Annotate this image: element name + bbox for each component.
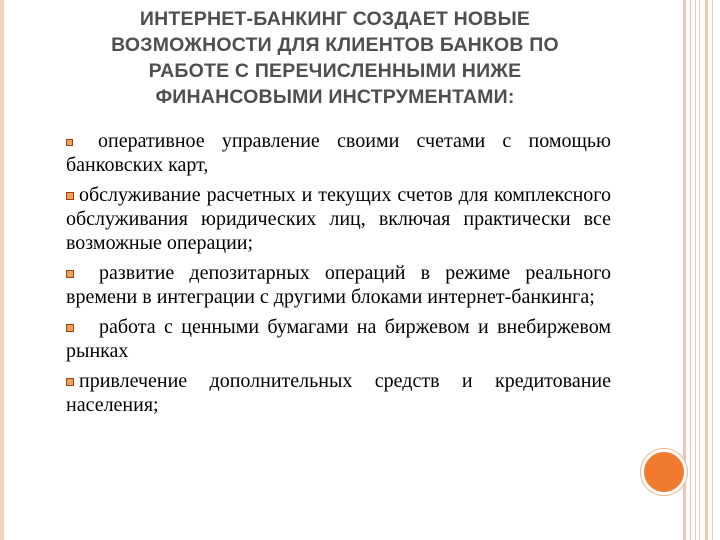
border-line xyxy=(699,0,700,540)
slide-title xyxy=(55,6,615,110)
square-bullet-icon xyxy=(66,270,74,278)
list-item-text: обслуживание расчетных и текущих счетов для комплексного обслуживания юридических лиц, включая практически все возможные операции; xyxy=(66,184,611,254)
list-item-text: привлечение дополнительных средств и кредитование населения; xyxy=(66,370,611,416)
left-decorative-stripe xyxy=(0,0,4,540)
list-item xyxy=(66,183,611,255)
decorative-circle-icon xyxy=(641,449,687,495)
border-line xyxy=(695,0,696,540)
square-bullet-icon xyxy=(66,324,74,332)
border-line xyxy=(690,0,691,540)
title-line: ИНТЕРНЕТ-БАНКИНГ СОЗДАЕТ НОВЫЕ xyxy=(139,8,531,30)
list-item-text: работа с ценными бумагами на биржевом и внебиржевом рынках xyxy=(66,316,611,362)
list-item xyxy=(66,315,611,363)
list-item-text: развитие депозитарных операций в режиме реального времени в интеграции с другими блоками интернет-банкинга; xyxy=(66,262,611,308)
title-line: ФИНАНСОВЫМИ ИНСТРУМЕНТАМИ: xyxy=(155,86,515,108)
title-line: РАБОТЕ С ПЕРЕЧИСЛЕННЫМИ НИЖЕ xyxy=(148,60,522,82)
square-bullet-icon xyxy=(66,139,73,146)
list-item xyxy=(66,261,611,309)
list-item xyxy=(66,129,611,177)
bullet-list xyxy=(66,129,611,423)
right-decorative-border xyxy=(681,0,720,540)
square-bullet-icon xyxy=(66,192,74,200)
square-bullet-icon xyxy=(66,378,74,386)
list-item xyxy=(66,369,611,417)
border-line xyxy=(712,0,713,540)
border-line xyxy=(705,0,708,540)
list-item-text: оперативное управление своими счетами с помощью банковских карт, xyxy=(66,130,611,176)
title-line: ВОЗМОЖНОСТИ ДЛЯ КЛИЕНТОВ БАНКОВ ПО xyxy=(111,34,559,56)
